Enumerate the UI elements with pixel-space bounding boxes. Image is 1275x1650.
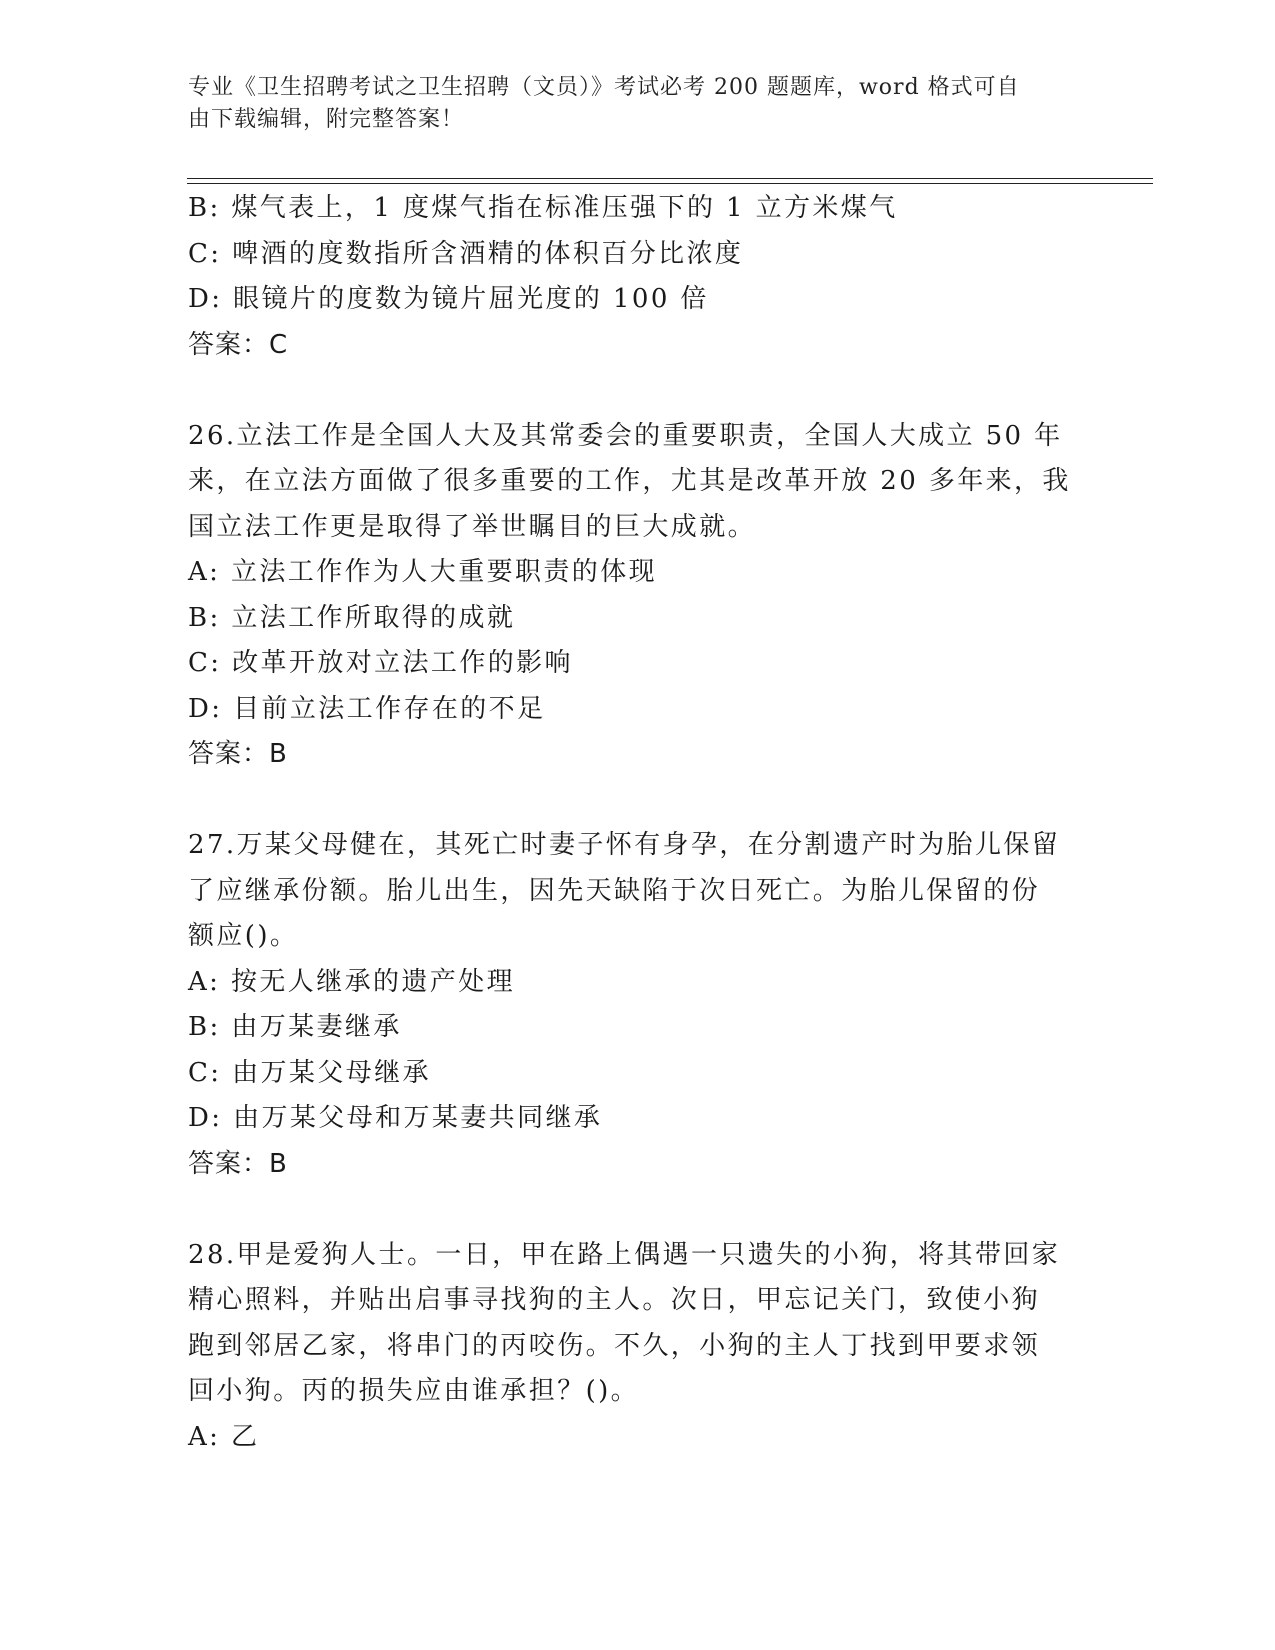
option-b: B: 由万某妻继承 <box>188 1012 402 1042</box>
question-stem-line: 精心照料，并贴出启事寻找狗的主人。次日，甲忘记关门，致使小狗 <box>188 1285 1041 1315</box>
document-body <box>188 186 1088 1460</box>
question-stem-line: 额应()。 <box>188 921 299 951</box>
answer-line: 答案：B <box>188 739 288 769</box>
answer-line: 答案：B <box>188 1148 288 1179</box>
question-stem-line: 了应继承份额。胎儿出生，因先天缺陷于次日死亡。为胎儿保留的份 <box>188 875 1041 906</box>
question-25-tail <box>188 186 1088 368</box>
option-a: A: 立法工作作为人大重要职责的体现 <box>188 557 658 587</box>
question-stem-line: 26.立法工作是全国人大及其常委会的重要职责，全国人大成立 50 年 <box>188 420 1063 451</box>
answer-line: 答案：C <box>188 329 289 360</box>
question-26 <box>188 414 1088 778</box>
question-spacer <box>188 1187 1088 1233</box>
header-rule-bottom <box>187 183 1153 184</box>
option-c: C: 由万某父母继承 <box>188 1057 431 1088</box>
header-line-2: 由下载编辑，附完整答案！ <box>188 107 465 132</box>
option-d: D: 眼镜片的度数为镜片屈光度的 100 倍 <box>188 284 709 314</box>
question-27 <box>188 823 1088 1187</box>
option-a: A: 按无人继承的遗产处理 <box>188 966 516 997</box>
document-header <box>188 72 1068 136</box>
header-rule-top <box>187 178 1153 179</box>
option-a: A: 乙 <box>188 1421 260 1452</box>
question-stem-line: 来，在立法方面做了很多重要的工作，尤其是改革开放 20 多年来，我 <box>188 466 1071 496</box>
question-stem-line: 跑到邻居乙家，将串门的丙咬伤。不久，小狗的主人丁找到甲要求领 <box>188 1330 1041 1361</box>
option-c: C: 啤酒的度数指所含酒精的体积百分比浓度 <box>188 238 744 269</box>
question-spacer <box>188 368 1088 414</box>
option-b: B: 煤气表上，1 度煤气指在标准压强下的 1 立方米煤气 <box>188 193 898 223</box>
question-28 <box>188 1233 1088 1461</box>
option-c: C: 改革开放对立法工作的影响 <box>188 648 573 678</box>
option-d: D: 目前立法工作存在的不足 <box>188 693 546 724</box>
question-stem-line: 27.万某父母健在，其死亡时妻子怀有身孕，在分割遗产时为胎儿保留 <box>188 830 1061 860</box>
option-b: B: 立法工作所取得的成就 <box>188 602 516 633</box>
question-stem-line: 28.甲是爱狗人士。一日，甲在路上偶遇一只遗失的小狗，将其带回家 <box>188 1239 1061 1270</box>
question-stem-line: 回小狗。丙的损失应由谁承担？()。 <box>188 1376 640 1406</box>
question-stem-line: 国立法工作更是取得了举世瞩目的巨大成就。 <box>188 511 757 542</box>
option-d: D: 由万某父母和万某妻共同继承 <box>188 1103 603 1133</box>
question-spacer <box>188 778 1088 824</box>
header-line-1: 专业《卫生招聘考试之卫生招聘（文员）》考试必考 200 题题库，word 格式可自 <box>188 75 1020 100</box>
